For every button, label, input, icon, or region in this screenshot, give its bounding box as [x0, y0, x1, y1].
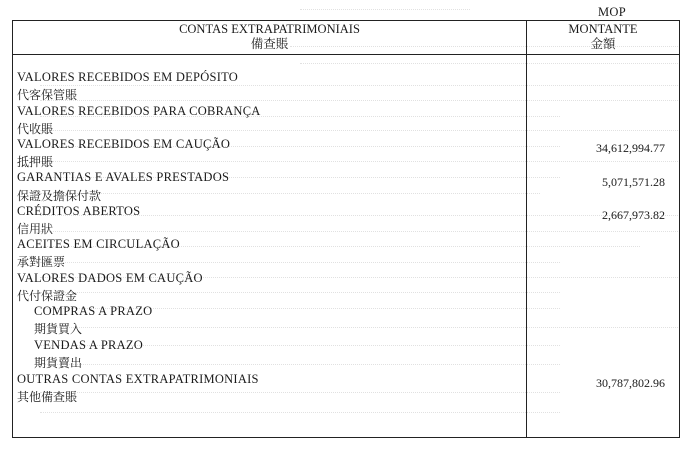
account-name-pt: OUTRAS CONTAS EXTRAPATRIMONIAIS	[17, 372, 259, 386]
account-name-zh: 信用狀	[17, 222, 54, 236]
accounts-column-header	[13, 22, 526, 52]
account-name-zh: 承對匯票	[17, 255, 66, 269]
account-name-pt: VALORES RECEBIDOS EM CAUÇÃO	[17, 137, 231, 151]
account-name-zh: 代收賬	[17, 122, 54, 136]
account-name-pt: GARANTIAS E AVALES PRESTADOS	[17, 170, 230, 184]
account-name-pt: VALORES DADOS EM CAUÇÃO	[17, 271, 203, 285]
amount-header-zh: 金額	[590, 37, 616, 51]
column-divider	[526, 21, 527, 437]
account-name-zh: 代付保證金	[17, 289, 78, 303]
amount-value: 5,071,571.28	[602, 175, 665, 189]
account-name-pt: CRÉDITOS ABERTOS	[17, 204, 141, 218]
account-name-zh: 保證及擔保付款	[17, 189, 102, 203]
account-name-pt: VENDAS A PRAZO	[34, 338, 144, 352]
account-name-zh: 期貨賣出	[34, 356, 83, 370]
account-name-pt: ACEITES EM CIRCULAÇÃO	[17, 237, 180, 251]
amount-header-pt: MONTANTE	[568, 22, 638, 36]
account-name-pt: VALORES RECEBIDOS EM DEPÓSITO	[17, 70, 239, 84]
account-name-zh: 其他備查賬	[17, 390, 78, 404]
amount-column-header	[527, 22, 679, 52]
off-balance-sheet-table	[12, 20, 680, 438]
account-name-zh: 代客保管賬	[17, 88, 78, 102]
amount-value: 34,612,994.77	[596, 141, 665, 155]
account-name-zh: 期貨買入	[34, 322, 83, 336]
accounts-header-pt: CONTAS EXTRAPATRIMONIAIS	[179, 22, 360, 36]
account-name-zh: 抵押賬	[17, 155, 54, 169]
account-name-pt: VALORES RECEBIDOS PARA COBRANÇA	[17, 104, 261, 118]
amount-value: 30,787,802.96	[596, 376, 665, 390]
account-name-pt: COMPRAS A PRAZO	[34, 304, 153, 318]
accounts-header-zh: 備查賬	[250, 37, 289, 51]
currency-label: MOP	[598, 5, 626, 19]
header-divider	[13, 54, 679, 55]
amount-value: 2,667,973.82	[602, 208, 665, 222]
